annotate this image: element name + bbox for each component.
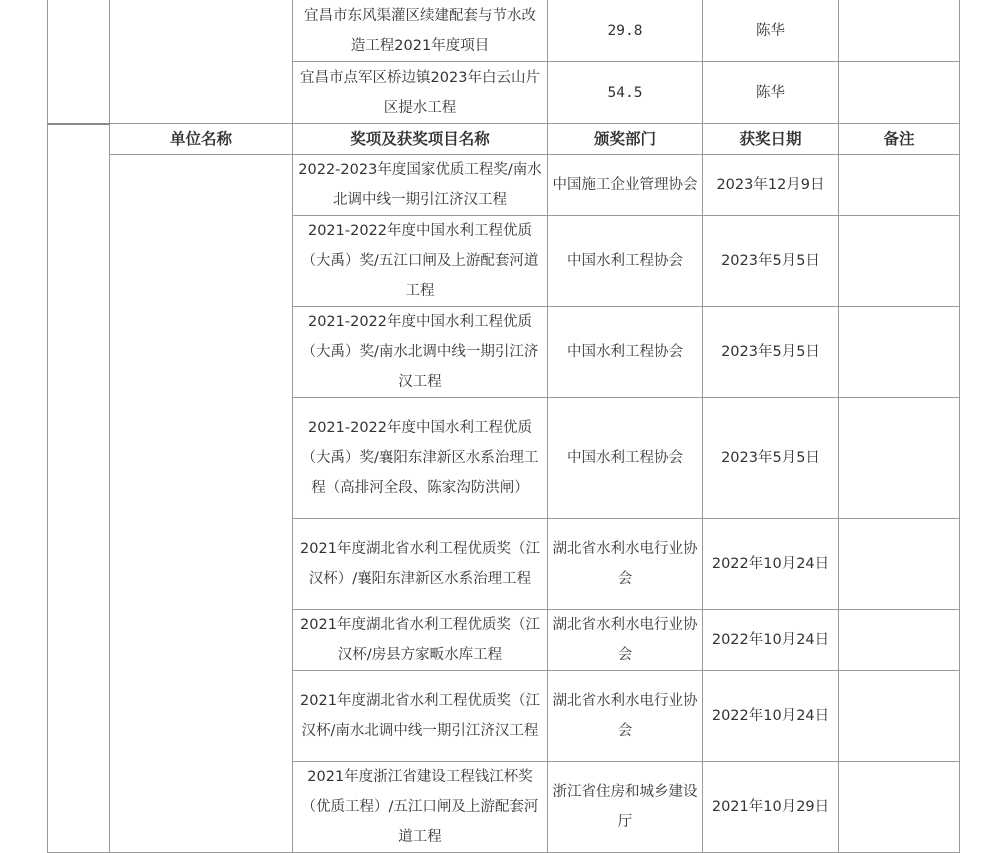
issuer-cell: 中国水利工程协会 [548,216,703,307]
header-issuer: 颁奖部门 [548,124,703,155]
amount-cell: 54.5 [548,62,703,124]
unit-name-cell [110,155,293,853]
header-award-date: 获奖日期 [703,124,839,155]
project-name-cell: 宜昌市东风渠灌区续建配套与节水改造工程2021年度项目 [293,0,548,62]
issuer-cell: 中国施工企业管理协会 [548,155,703,216]
issuer-cell: 湖北省水利水电行业协会 [548,610,703,671]
issuer-cell: 湖北省水利水电行业协会 [548,519,703,610]
note-cell [839,216,960,307]
award-cell: 2021年度湖北省水利工程优质奖（江汉杯/南水北调中线一期引江济汉工程 [293,671,548,762]
header-note: 备注 [839,124,960,155]
awards-header-row [48,124,960,155]
issuer-cell: 中国水利工程协会 [548,307,703,398]
note-cell [839,610,960,671]
award-cell: 2021-2022年度中国水利工程优质（大禹）奖/襄阳东津新区水系治理工程（高排河全段、陈家沟防洪闸） [293,398,548,519]
note-cell [839,398,960,519]
date-cell: 2023年5月5日 [703,216,839,307]
issuer-cell: 浙江省住房和城乡建设厅 [548,762,703,853]
issuer-cell: 中国水利工程协会 [548,398,703,519]
award-cell: 2021年度湖北省水利工程优质奖（江汉杯）/襄阳东津新区水系治理工程 [293,519,548,610]
date-cell: 2022年10月24日 [703,610,839,671]
award-cell: 2021-2022年度中国水利工程优质（大禹）奖/南水北调中线一期引江济汉工程 [293,307,548,398]
note-cell [839,762,960,853]
person-cell: 陈华 [703,0,839,62]
note-cell [839,671,960,762]
note-cell [839,0,960,62]
award-cell: 2021年度浙江省建设工程钱江杯奖（优质工程）/五江口闸及上游配套河道工程 [293,762,548,853]
header-award-name: 奖项及获奖项目名称 [293,124,548,155]
issuer-cell: 湖北省水利水电行业协会 [548,671,703,762]
award-cell: 2022-2023年度国家优质工程奖/南水北调中线一期引江济汉工程 [293,155,548,216]
date-cell: 2023年5月5日 [703,398,839,519]
project-name-cell: 宜昌市点军区桥边镇2023年白云山片区提水工程 [293,62,548,124]
date-cell: 2023年5月5日 [703,307,839,398]
note-cell [839,155,960,216]
note-cell [839,307,960,398]
empty-cell [48,124,110,853]
table-row [48,155,960,216]
award-cell: 2021年度湖北省水利工程优质奖（江汉杯/房县方家畈水库工程 [293,610,548,671]
note-cell [839,62,960,124]
date-cell: 2021年10月29日 [703,762,839,853]
empty-cell [110,0,293,124]
awards-table [47,0,960,853]
date-cell: 2022年10月24日 [703,671,839,762]
header-unit-name: 单位名称 [110,124,293,155]
person-cell: 陈华 [703,62,839,124]
date-cell: 2023年12月9日 [703,155,839,216]
empty-cell [48,0,110,124]
table-row [48,0,960,62]
award-cell: 2021-2022年度中国水利工程优质（大禹）奖/五江口闸及上游配套河道工程 [293,216,548,307]
note-cell [839,519,960,610]
amount-cell: 29.8 [548,0,703,62]
date-cell: 2022年10月24日 [703,519,839,610]
